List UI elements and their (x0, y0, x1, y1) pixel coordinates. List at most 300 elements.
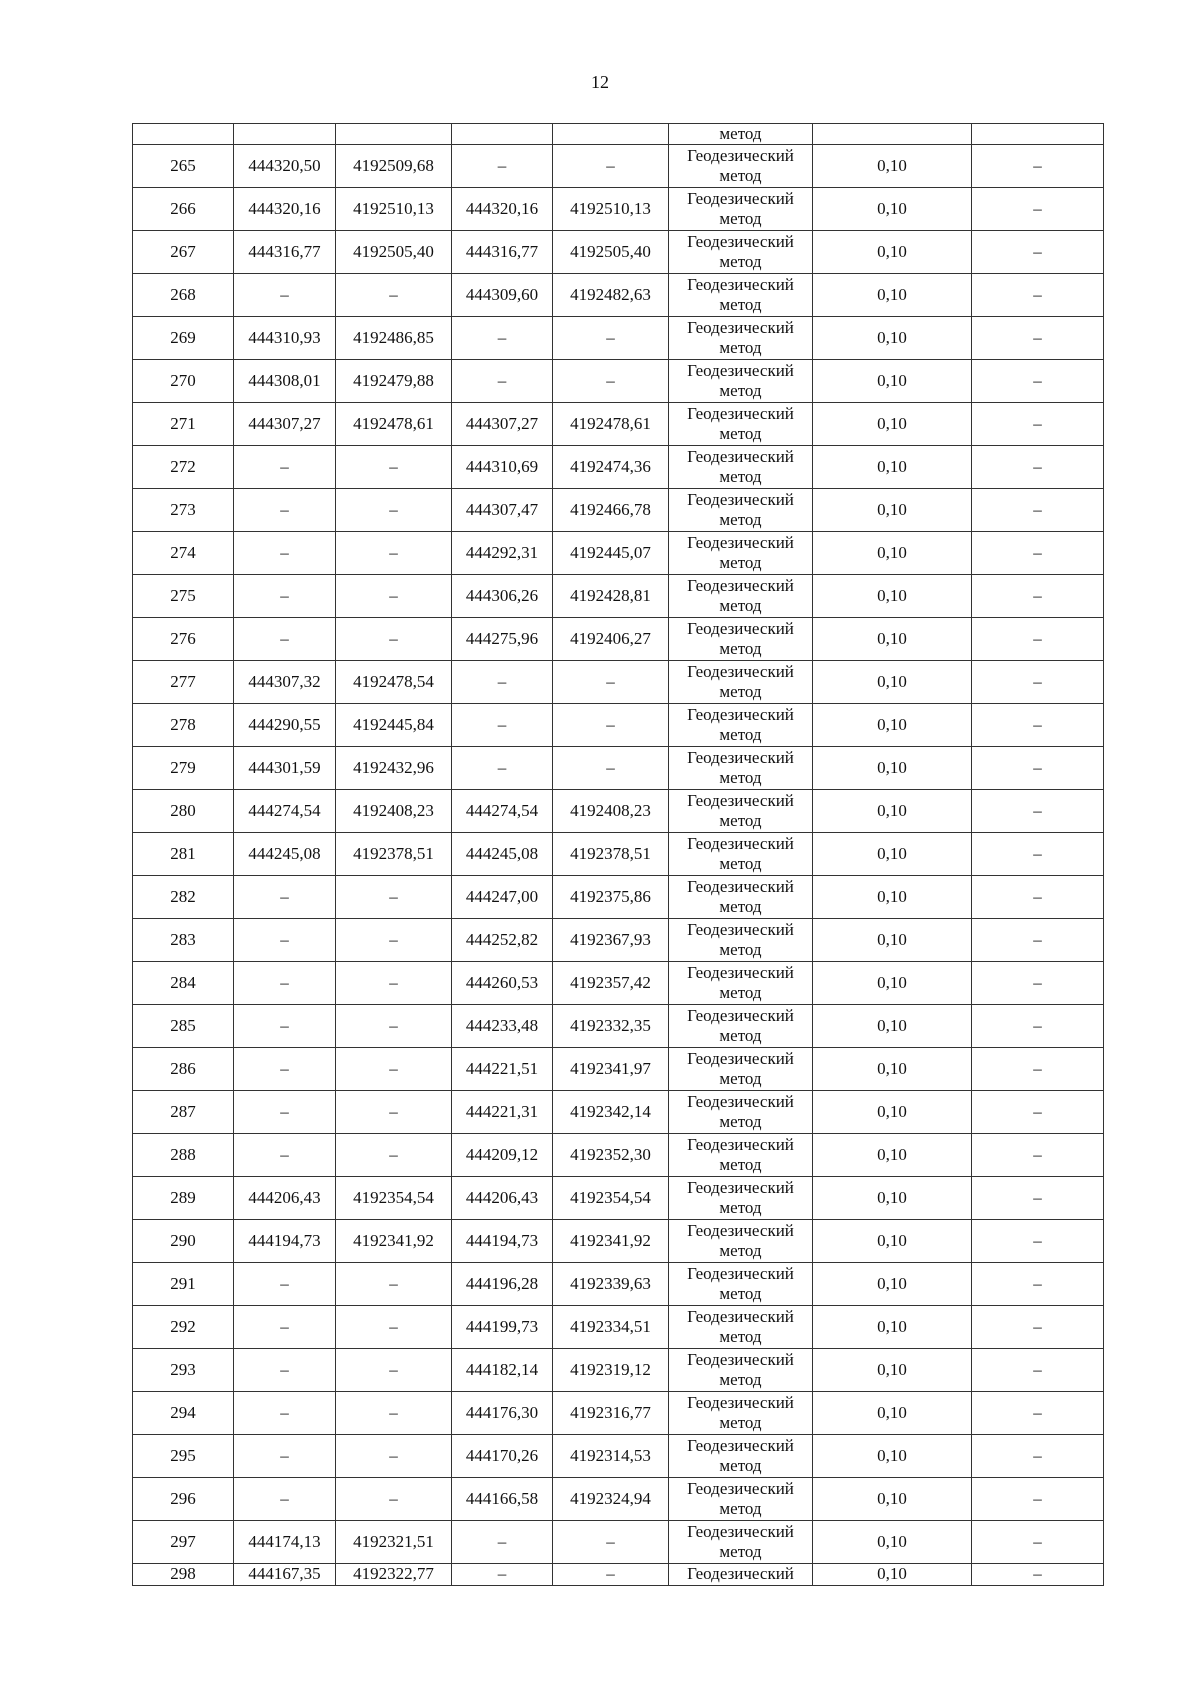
x-existing-cell: 444206,43 (234, 1177, 336, 1220)
accuracy-cell: 0,10 (813, 704, 972, 747)
y-new-cell: – (553, 317, 669, 360)
method-text: метод (719, 295, 762, 314)
y-new-cell: 4192352,30 (553, 1134, 669, 1177)
y-existing-cell: 4192408,23 (336, 790, 452, 833)
method-cell (669, 532, 813, 575)
y-existing-cell: – (336, 919, 452, 962)
y-new-cell: 4192324,94 (553, 1478, 669, 1521)
accuracy-cell: 0,10 (813, 1349, 972, 1392)
description-cell: – (972, 704, 1104, 747)
method-text: Геодезический (687, 232, 794, 251)
accuracy-cell: 0,10 (813, 317, 972, 360)
table-row (133, 919, 1104, 962)
y-existing-cell: 4192445,84 (336, 704, 452, 747)
x-existing-cell: 444307,32 (234, 661, 336, 704)
description-cell: – (972, 1177, 1104, 1220)
accuracy-cell: 0,10 (813, 145, 972, 188)
accuracy-cell: 0,10 (813, 1521, 972, 1564)
y-new-cell: 4192319,12 (553, 1349, 669, 1392)
y-new-cell: 4192445,07 (553, 532, 669, 575)
y-existing-cell: – (336, 876, 452, 919)
point-number-cell: 270 (133, 360, 234, 403)
method-cell (669, 1521, 813, 1564)
y-existing-cell: – (336, 1349, 452, 1392)
method-cell (669, 876, 813, 919)
method-text: Геодезический (687, 1436, 794, 1455)
method-text: метод (719, 209, 762, 228)
y-new-cell: 4192334,51 (553, 1306, 669, 1349)
method-cell (669, 145, 813, 188)
method-text: метод (719, 1542, 762, 1561)
x-existing-cell: – (234, 532, 336, 575)
method-text: Геодезический (687, 1479, 794, 1498)
y-existing-cell: – (336, 1392, 452, 1435)
x-new-cell: – (452, 661, 553, 704)
point-number-cell: 292 (133, 1306, 234, 1349)
x-existing-cell: – (234, 1478, 336, 1521)
table-row (133, 618, 1104, 661)
x-existing-cell: – (234, 919, 336, 962)
y-existing-cell: – (336, 446, 452, 489)
y-new-cell: 4192357,42 (553, 962, 669, 1005)
y-new-cell: 4192339,63 (553, 1263, 669, 1306)
accuracy-cell: 0,10 (813, 360, 972, 403)
y-existing-cell: – (336, 1263, 452, 1306)
x-new-cell: – (452, 360, 553, 403)
table-row (133, 1306, 1104, 1349)
x-new-cell: 444221,51 (452, 1048, 553, 1091)
y-existing-cell: – (336, 1478, 452, 1521)
description-cell: – (972, 790, 1104, 833)
point-number-cell: 283 (133, 919, 234, 962)
method-text: метод (719, 854, 762, 873)
x-new-cell: 444307,47 (452, 489, 553, 532)
y-existing-cell: 4192479,88 (336, 360, 452, 403)
y-new-cell: 4192316,77 (553, 1392, 669, 1435)
method-cell (669, 575, 813, 618)
point-number-cell: 269 (133, 317, 234, 360)
description-cell: – (972, 1306, 1104, 1349)
method-text: Геодезический (687, 1522, 794, 1541)
y-new-cell: – (553, 661, 669, 704)
description-cell: – (972, 1134, 1104, 1177)
x-existing-cell: – (234, 274, 336, 317)
table-row (133, 1220, 1104, 1263)
accuracy-cell: 0,10 (813, 403, 972, 446)
point-number-cell: 273 (133, 489, 234, 532)
table-row (133, 1263, 1104, 1306)
y-new-cell: 4192510,13 (553, 188, 669, 231)
method-text: метод (719, 166, 762, 185)
x-existing-cell: – (234, 1005, 336, 1048)
y-new-cell: 4192474,36 (553, 446, 669, 489)
accuracy-cell: 0,10 (813, 1478, 972, 1521)
method-text: метод (719, 381, 762, 400)
method-cell (669, 1091, 813, 1134)
x-new-cell: 444206,43 (452, 1177, 553, 1220)
method-text: метод (719, 940, 762, 959)
method-text: метод (719, 424, 762, 443)
method-cell (669, 790, 813, 833)
x-new-cell: 444170,26 (452, 1435, 553, 1478)
method-text: метод (719, 983, 762, 1002)
description-cell (972, 124, 1104, 145)
x-new-cell (452, 124, 553, 145)
table-row-partial-bottom (133, 1564, 1104, 1586)
description-cell: – (972, 360, 1104, 403)
method-text: Геодезический (687, 748, 794, 767)
y-new-cell: – (553, 145, 669, 188)
table-row (133, 274, 1104, 317)
table-row (133, 1349, 1104, 1392)
table-row (133, 188, 1104, 231)
y-new-cell: 4192408,23 (553, 790, 669, 833)
page-number: 12 (591, 72, 609, 92)
y-existing-cell: 4192505,40 (336, 231, 452, 274)
y-new-cell: 4192342,14 (553, 1091, 669, 1134)
y-new-cell: 4192332,35 (553, 1005, 669, 1048)
method-text: Геодезический (687, 1264, 794, 1283)
method-text: метод (719, 768, 762, 787)
description-cell: – (972, 618, 1104, 661)
method-cell (669, 1220, 813, 1263)
method-cell (669, 704, 813, 747)
accuracy-cell: 0,10 (813, 1091, 972, 1134)
method-text: Геодезический (687, 189, 794, 208)
x-existing-cell: 444245,08 (234, 833, 336, 876)
table-row (133, 790, 1104, 833)
x-existing-cell: – (234, 575, 336, 618)
y-new-cell: – (553, 1564, 669, 1586)
x-existing-cell: 444310,93 (234, 317, 336, 360)
method-text: Геодезический (687, 318, 794, 337)
x-new-cell: 444209,12 (452, 1134, 553, 1177)
y-new-cell: – (553, 704, 669, 747)
accuracy-cell (813, 124, 972, 145)
method-cell (669, 446, 813, 489)
method-text: Геодезический (687, 920, 794, 939)
method-text: метод (719, 639, 762, 658)
table-row (133, 403, 1104, 446)
y-existing-cell: – (336, 532, 452, 575)
method-text: Геодезический (687, 705, 794, 724)
method-text: метод (719, 897, 762, 916)
description-cell: – (972, 1263, 1104, 1306)
method-cell (669, 1435, 813, 1478)
x-existing-cell: – (234, 446, 336, 489)
description-cell: – (972, 876, 1104, 919)
y-existing-cell: 4192486,85 (336, 317, 452, 360)
x-existing-cell: 444320,50 (234, 145, 336, 188)
table-row-partial-top (133, 124, 1104, 145)
method-text: метод (719, 1499, 762, 1518)
method-text: метод (719, 725, 762, 744)
y-existing-cell: – (336, 274, 452, 317)
method-text: Геодезический (687, 662, 794, 681)
description-cell: – (972, 403, 1104, 446)
description-cell: – (972, 1435, 1104, 1478)
y-new-cell: 4192367,93 (553, 919, 669, 962)
x-new-cell: 444260,53 (452, 962, 553, 1005)
x-new-cell: 444233,48 (452, 1005, 553, 1048)
method-text: Геодезический (687, 1393, 794, 1412)
x-existing-cell: – (234, 1091, 336, 1134)
point-number-cell: 293 (133, 1349, 234, 1392)
accuracy-cell: 0,10 (813, 661, 972, 704)
x-existing-cell: – (234, 1392, 336, 1435)
method-text: Геодезический (687, 1307, 794, 1326)
method-text: метод (719, 596, 762, 615)
point-number-cell: 286 (133, 1048, 234, 1091)
method-text: метод (719, 553, 762, 572)
method-cell (669, 962, 813, 1005)
y-new-cell: 4192482,63 (553, 274, 669, 317)
x-existing-cell: 444307,27 (234, 403, 336, 446)
description-cell: – (972, 575, 1104, 618)
y-existing-cell: 4192510,13 (336, 188, 452, 231)
method-text: Геодезический (687, 1135, 794, 1154)
y-existing-cell (336, 124, 452, 145)
method-cell (669, 1005, 813, 1048)
method-text: метод (719, 682, 762, 701)
y-existing-cell: 4192509,68 (336, 145, 452, 188)
method-text: Геодезический (687, 404, 794, 423)
description-cell: – (972, 145, 1104, 188)
y-existing-cell: – (336, 1435, 452, 1478)
point-number-cell: 266 (133, 188, 234, 231)
y-new-cell: 4192354,54 (553, 1177, 669, 1220)
accuracy-cell: 0,10 (813, 1392, 972, 1435)
description-cell: – (972, 317, 1104, 360)
method-text: метод (719, 1026, 762, 1045)
method-text: метод (719, 1241, 762, 1260)
description-cell: – (972, 1392, 1104, 1435)
table-row (133, 1134, 1104, 1177)
point-number-cell: 289 (133, 1177, 234, 1220)
x-existing-cell: – (234, 1263, 336, 1306)
y-existing-cell: – (336, 1091, 452, 1134)
method-text: метод (719, 1413, 762, 1432)
x-existing-cell: 444174,13 (234, 1521, 336, 1564)
method-text: метод (719, 1370, 762, 1389)
coordinates-table (132, 123, 1104, 1586)
description-cell: – (972, 489, 1104, 532)
method-text: Геодезический (687, 963, 794, 982)
table-row (133, 747, 1104, 790)
method-cell (669, 403, 813, 446)
y-new-cell: 4192314,53 (553, 1435, 669, 1478)
x-new-cell: 444221,31 (452, 1091, 553, 1134)
description-cell: – (972, 446, 1104, 489)
method-text: Геодезический (687, 275, 794, 294)
method-cell (669, 1177, 813, 1220)
table-row (133, 317, 1104, 360)
description-cell: – (972, 1521, 1104, 1564)
point-number-cell: 279 (133, 747, 234, 790)
method-cell (669, 1048, 813, 1091)
x-existing-cell: – (234, 1134, 336, 1177)
x-new-cell: 444182,14 (452, 1349, 553, 1392)
point-number-cell: 272 (133, 446, 234, 489)
x-new-cell: 444316,77 (452, 231, 553, 274)
x-new-cell: 444166,58 (452, 1478, 553, 1521)
y-new-cell: 4192466,78 (553, 489, 669, 532)
table-row (133, 1005, 1104, 1048)
point-number-cell (133, 124, 234, 145)
method-text: Геодезический (687, 576, 794, 595)
description-cell: – (972, 1048, 1104, 1091)
method-cell (669, 833, 813, 876)
x-new-cell: – (452, 1564, 553, 1586)
accuracy-cell: 0,10 (813, 1134, 972, 1177)
x-new-cell: – (452, 145, 553, 188)
x-new-cell: 444309,60 (452, 274, 553, 317)
description-cell: – (972, 274, 1104, 317)
y-existing-cell: 4192341,92 (336, 1220, 452, 1263)
method-text: метод (719, 1069, 762, 1088)
x-existing-cell: – (234, 1306, 336, 1349)
x-new-cell: 444176,30 (452, 1392, 553, 1435)
y-existing-cell: 4192321,51 (336, 1521, 452, 1564)
description-cell: – (972, 661, 1104, 704)
method-cell (669, 661, 813, 704)
accuracy-cell: 0,10 (813, 962, 972, 1005)
description-cell: – (972, 833, 1104, 876)
y-existing-cell: 4192478,61 (336, 403, 452, 446)
method-text: Геодезический (687, 834, 794, 853)
point-number-cell: 277 (133, 661, 234, 704)
method-cell (669, 1564, 813, 1586)
x-new-cell: 444292,31 (452, 532, 553, 575)
x-existing-cell: – (234, 489, 336, 532)
table-row (133, 1177, 1104, 1220)
method-text: метод (719, 510, 762, 529)
x-existing-cell: 444194,73 (234, 1220, 336, 1263)
table-row (133, 661, 1104, 704)
x-existing-cell (234, 124, 336, 145)
method-text: Геодезический (687, 1092, 794, 1111)
point-number-cell: 282 (133, 876, 234, 919)
table-row (133, 532, 1104, 575)
method-text: Геодезический (687, 447, 794, 466)
accuracy-cell: 0,10 (813, 876, 972, 919)
x-existing-cell: 444320,16 (234, 188, 336, 231)
method-text: Геодезический (687, 533, 794, 552)
accuracy-cell: 0,10 (813, 446, 972, 489)
method-text: Геодезический (687, 1221, 794, 1240)
accuracy-cell: 0,10 (813, 833, 972, 876)
x-new-cell: 444275,96 (452, 618, 553, 661)
description-cell: – (972, 1005, 1104, 1048)
point-number-cell: 295 (133, 1435, 234, 1478)
table-row (133, 231, 1104, 274)
x-new-cell: – (452, 704, 553, 747)
accuracy-cell: 0,10 (813, 1177, 972, 1220)
method-cell (669, 124, 813, 145)
accuracy-cell: 0,10 (813, 575, 972, 618)
accuracy-cell: 0,10 (813, 1564, 972, 1586)
y-existing-cell: – (336, 962, 452, 1005)
y-existing-cell: – (336, 489, 452, 532)
description-cell: – (972, 1478, 1104, 1521)
y-existing-cell: 4192478,54 (336, 661, 452, 704)
x-existing-cell: 444274,54 (234, 790, 336, 833)
point-number-cell: 287 (133, 1091, 234, 1134)
accuracy-cell: 0,10 (813, 790, 972, 833)
point-number-cell: 298 (133, 1564, 234, 1586)
table-row (133, 145, 1104, 188)
description-cell: – (972, 1349, 1104, 1392)
description-cell: – (972, 188, 1104, 231)
accuracy-cell: 0,10 (813, 489, 972, 532)
x-existing-cell: – (234, 1349, 336, 1392)
description-cell: – (972, 532, 1104, 575)
method-cell (669, 747, 813, 790)
y-new-cell: 4192505,40 (553, 231, 669, 274)
method-text: Геодезический (687, 146, 794, 165)
y-new-cell: 4192375,86 (553, 876, 669, 919)
method-cell (669, 1263, 813, 1306)
description-cell: – (972, 1091, 1104, 1134)
method-cell (669, 919, 813, 962)
table-row (133, 962, 1104, 1005)
table-row (133, 1048, 1104, 1091)
table-row (133, 704, 1104, 747)
point-number-cell: 265 (133, 145, 234, 188)
method-cell (669, 1478, 813, 1521)
y-new-cell: – (553, 747, 669, 790)
method-text: метод (719, 1327, 762, 1346)
method-cell (669, 360, 813, 403)
x-existing-cell: – (234, 1435, 336, 1478)
point-number-cell: 296 (133, 1478, 234, 1521)
method-text: метод (719, 1456, 762, 1475)
x-existing-cell: 444316,77 (234, 231, 336, 274)
table-row (133, 1478, 1104, 1521)
method-text: Геодезический (687, 490, 794, 509)
y-new-cell: – (553, 1521, 669, 1564)
y-existing-cell: 4192322,77 (336, 1564, 452, 1586)
point-number-cell: 278 (133, 704, 234, 747)
y-existing-cell: 4192354,54 (336, 1177, 452, 1220)
point-number-cell: 285 (133, 1005, 234, 1048)
x-existing-cell: – (234, 618, 336, 661)
method-cell (669, 1306, 813, 1349)
description-cell: – (972, 747, 1104, 790)
x-new-cell: 444274,54 (452, 790, 553, 833)
y-new-cell: 4192428,81 (553, 575, 669, 618)
accuracy-cell: 0,10 (813, 1306, 972, 1349)
description-cell: – (972, 1564, 1104, 1586)
method-text: Геодезический (687, 1350, 794, 1369)
x-existing-cell: 444301,59 (234, 747, 336, 790)
method-cell (669, 489, 813, 532)
x-new-cell: 444320,16 (452, 188, 553, 231)
method-cell (669, 274, 813, 317)
method-text: метод (719, 1112, 762, 1131)
table-row (133, 1435, 1104, 1478)
x-new-cell: 444199,73 (452, 1306, 553, 1349)
table-row (133, 1091, 1104, 1134)
accuracy-cell: 0,10 (813, 618, 972, 661)
accuracy-cell: 0,10 (813, 274, 972, 317)
table-row (133, 833, 1104, 876)
point-number-cell: 268 (133, 274, 234, 317)
point-number-cell: 267 (133, 231, 234, 274)
description-cell: – (972, 231, 1104, 274)
y-new-cell: 4192378,51 (553, 833, 669, 876)
method-cell (669, 188, 813, 231)
